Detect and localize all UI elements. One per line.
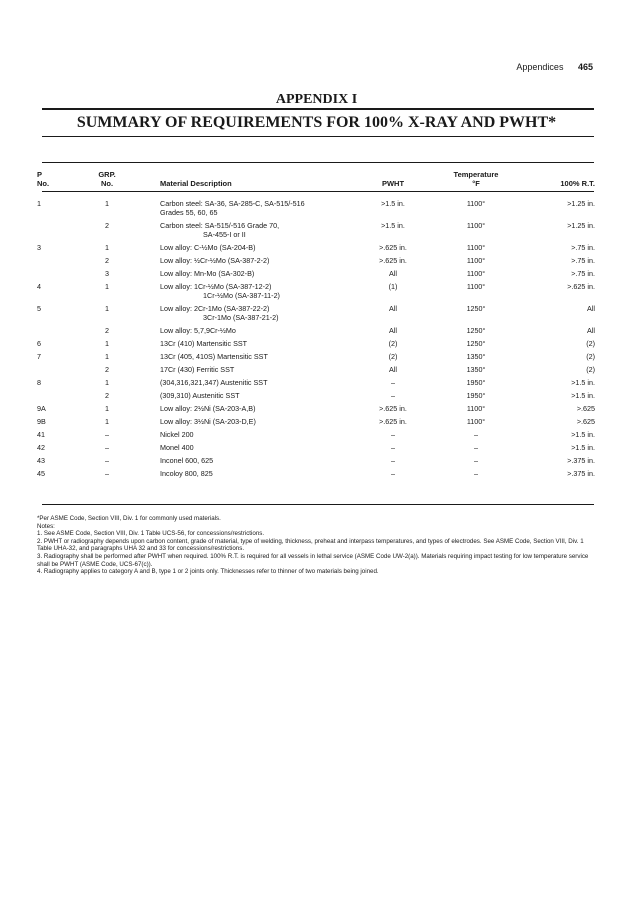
cell-grp-no: 1	[105, 282, 109, 291]
cell-rt: (2)	[586, 365, 595, 374]
cell-temperature: 1100°	[466, 269, 486, 278]
table-bottom-rule	[42, 504, 594, 505]
appendix-label: APPENDIX I	[275, 92, 358, 107]
table-row	[0, 221, 633, 243]
table-row	[0, 339, 633, 352]
material-line-1: Nickel 200	[160, 430, 194, 439]
table-row	[0, 456, 633, 469]
cell-temperature: –	[474, 443, 478, 452]
table-row	[0, 282, 633, 304]
cell-material	[160, 304, 279, 322]
cell-pwht: All	[389, 304, 397, 313]
note-1: 1. See ASME Code, Section VIII, Div. 1 Table UCS-56, for concessions/restrictions.	[37, 530, 265, 538]
material-line-1: Carbon steel: SA-515/-516 Grade 70,	[160, 221, 280, 230]
cell-p-no: 8	[37, 378, 41, 387]
cell-grp-no: 2	[105, 256, 109, 265]
cell-grp-no: –	[105, 430, 109, 439]
cell-temperature: –	[474, 469, 478, 478]
cell-temperature: 1950°	[466, 378, 486, 387]
cell-p-no: 9A	[37, 404, 46, 413]
material-line-1: Low alloy: ½Cr-½Mo (SA-387-2-2)	[160, 256, 270, 265]
cell-p-no: 7	[37, 352, 41, 361]
cell-material	[160, 269, 254, 278]
cell-pwht: All	[389, 326, 397, 335]
cell-material	[160, 221, 279, 239]
cell-grp-no: 3	[105, 269, 109, 278]
notes	[37, 515, 595, 576]
title-top-rule	[42, 108, 594, 110]
cell-material	[160, 243, 255, 252]
cell-p-no: 43	[37, 456, 45, 465]
cell-rt: >1.25 in.	[567, 199, 595, 208]
cell-rt: >.75 in.	[571, 243, 595, 252]
cell-grp-no: 2	[105, 391, 109, 400]
cell-grp-no: 2	[105, 221, 109, 230]
cell-material	[160, 417, 256, 426]
cell-rt: >.625	[576, 404, 595, 413]
material-line-1: Low alloy: 1Cr-½Mo (SA-387-12-2)	[160, 282, 272, 291]
material-line-2: 3Cr-1Mo (SA-387-21-2)	[203, 313, 279, 322]
table-row	[0, 256, 633, 269]
header-rt: 100% R.T.	[560, 179, 595, 188]
material-line-1: 17Cr (430) Ferritic SST	[160, 365, 235, 374]
page-title: SUMMARY OF REQUIREMENTS FOR 100% X-RAY AND PWHT*	[76, 114, 557, 131]
table-row	[0, 430, 633, 443]
cell-p-no: 3	[37, 243, 41, 252]
cell-temperature: 1100°	[466, 256, 486, 265]
table-top-rule	[42, 162, 594, 163]
cell-pwht: >1.5 in.	[381, 199, 405, 208]
cell-grp-no: 1	[105, 378, 109, 387]
material-line-1: Low alloy: 2Cr-1Mo (SA-387-22-2)	[160, 304, 270, 313]
cell-temperature: 1100°	[466, 417, 486, 426]
table-row	[0, 243, 633, 256]
cell-temperature: –	[474, 430, 478, 439]
cell-p-no: 6	[37, 339, 41, 348]
cell-temperature: 1350°	[466, 365, 486, 374]
cell-grp-no: 1	[105, 404, 109, 413]
cell-rt: >.75 in.	[571, 256, 595, 265]
cell-temperature: 1100°	[466, 199, 486, 208]
material-line-1: Low alloy: Mn-Mo (SA-302-B)	[160, 269, 255, 278]
table-row	[0, 469, 633, 482]
cell-p-no: 5	[37, 304, 41, 313]
cell-temperature: 1100°	[466, 221, 486, 230]
cell-grp-no: –	[105, 456, 109, 465]
cell-material	[160, 378, 267, 387]
cell-material	[160, 443, 194, 452]
material-line-1: Incoloy 800, 825	[160, 469, 213, 478]
cell-p-no: 45	[37, 469, 45, 478]
material-line-1: (304,316,321,347) Austenitic SST	[160, 378, 268, 387]
cell-temperature: 1250°	[466, 304, 486, 313]
material-line-2: Grades 55, 60, 65	[160, 208, 218, 217]
cell-pwht: –	[391, 430, 395, 439]
cell-rt: All	[587, 304, 595, 313]
note-2: 2. PWHT or radiography depends upon carbon content, grade of material, type of welding, thickness, preheat and interpass temperatures, and types of electrodes. See ASME Code, Section VIII, Div. 1 Table UHA-32, and paragraphs UHA 32 and 33 for concessions/restrictions.	[37, 537, 584, 553]
cell-rt: >.375 in.	[567, 469, 595, 478]
cell-material	[160, 404, 255, 413]
cell-p-no: 41	[37, 430, 45, 439]
table-row	[0, 304, 633, 326]
cell-pwht: (1)	[388, 282, 398, 291]
cell-rt: (2)	[586, 352, 595, 361]
material-line-1: Low alloy: 2½Ni (SA-203-A,B)	[160, 404, 256, 413]
header-grp-no: GRP. No.	[98, 170, 116, 188]
cell-material	[160, 199, 305, 217]
material-line-1: Carbon steel: SA-36, SA-285-C, SA-515/-516	[160, 199, 305, 208]
cell-material	[160, 430, 194, 439]
cell-pwht: –	[391, 391, 395, 400]
cell-pwht: >.625 in.	[379, 256, 407, 265]
header-pwht: PWHT	[381, 179, 405, 188]
material-line-2: SA-455-I or II	[203, 230, 246, 239]
cell-pwht: –	[391, 378, 395, 387]
table-row	[0, 404, 633, 417]
cell-temperature: 1950°	[466, 391, 486, 400]
cell-temperature: 1250°	[466, 326, 486, 335]
cell-rt: >1.25 in.	[567, 221, 595, 230]
cell-grp-no: 1	[105, 243, 109, 252]
title-bottom-rule	[42, 136, 594, 137]
cell-material	[160, 352, 268, 361]
header-p-no: P No.	[37, 170, 50, 188]
cell-temperature: 1350°	[466, 352, 486, 361]
table-row	[0, 391, 633, 404]
cell-pwht: –	[391, 456, 395, 465]
material-line-1: Monel 400	[160, 443, 194, 452]
cell-pwht: >.625 in.	[379, 417, 407, 426]
cell-temperature: 1100°	[466, 282, 486, 291]
cell-grp-no: 1	[105, 304, 109, 313]
cell-temperature: –	[474, 456, 478, 465]
cell-material	[160, 256, 269, 265]
cell-p-no: 1	[37, 199, 41, 208]
material-line-1: 13Cr (410) Martensitic SST	[160, 339, 248, 348]
cell-temperature: 1250°	[466, 339, 486, 348]
cell-rt: >1.5 in.	[571, 430, 595, 439]
cell-grp-no: 1	[105, 199, 109, 208]
cell-material	[160, 365, 234, 374]
cell-grp-no: 2	[105, 365, 109, 374]
cell-temperature: 1100°	[466, 404, 486, 413]
cell-p-no: 4	[37, 282, 41, 291]
cell-rt: All	[587, 326, 595, 335]
cell-pwht: –	[391, 443, 395, 452]
cell-material	[160, 282, 280, 300]
cell-rt: >1.5 in.	[571, 443, 595, 452]
material-line-1: 13Cr (405, 410S) Martensitic SST	[160, 352, 268, 361]
material-line-1: Low alloy: 3½Ni (SA-203-D,E)	[160, 417, 256, 426]
material-line-1: Low alloy: C-½Mo (SA-204-B)	[160, 243, 256, 252]
cell-rt: >.375 in.	[567, 456, 595, 465]
table-row	[0, 352, 633, 365]
cell-pwht: >1.5 in.	[381, 221, 405, 230]
table-body	[0, 199, 633, 482]
page-number: 465	[577, 62, 593, 72]
cell-pwht: All	[389, 269, 397, 278]
cell-p-no: 42	[37, 443, 45, 452]
cell-pwht: (2)	[388, 352, 398, 361]
cell-rt: >1.5 in.	[571, 378, 595, 387]
material-line-2: 1Cr-½Mo (SA-387-11-2)	[203, 291, 280, 300]
material-line-1: (309,310) Austenitic SST	[160, 391, 240, 400]
cell-material	[160, 339, 247, 348]
cell-grp-no: 1	[105, 352, 109, 361]
material-line-1: Inconel 600, 625	[160, 456, 214, 465]
cell-material	[160, 326, 236, 335]
cell-material	[160, 391, 240, 400]
cell-grp-no: 1	[105, 417, 109, 426]
table-row	[0, 199, 633, 221]
cell-rt: >.625 in.	[567, 282, 595, 291]
table-row	[0, 365, 633, 378]
cell-grp-no: 2	[105, 326, 109, 335]
cell-grp-no: 1	[105, 339, 109, 348]
cell-grp-no: –	[105, 469, 109, 478]
note-3: 3. Radiography shall be performed after PWHT when required. 100% R.T. is required for all vessels in lethal service (ASME Code UW-2(a)). Materials requiring impact testing for low temperature service shall be PWHT (ASME Code, UCS-67(c)).	[37, 552, 589, 568]
cell-rt: >.625	[576, 417, 595, 426]
material-line-1: Low alloy: 5,7,9Cr-½Mo	[160, 326, 236, 335]
table-row	[0, 269, 633, 282]
cell-pwht: >.625 in.	[379, 243, 407, 252]
cell-pwht: (2)	[388, 339, 398, 348]
cell-grp-no: –	[105, 443, 109, 452]
cell-rt: >.75 in.	[571, 269, 595, 278]
note-4: 4. Radiography applies to category A and B, type 1 or 2 joints only. Thicknesses refer to thinner of two materials being joined.	[37, 568, 379, 576]
cell-p-no: 9B	[37, 417, 46, 426]
header-material: Material Description	[160, 179, 232, 188]
table-row	[0, 326, 633, 339]
table-row	[0, 378, 633, 391]
cell-pwht: –	[391, 469, 395, 478]
notes-heading: Notes:	[37, 522, 55, 530]
header-temperature: Temperature °F	[453, 170, 499, 188]
table-row	[0, 417, 633, 430]
cell-rt: >1.5 in.	[571, 391, 595, 400]
cell-material	[160, 456, 213, 465]
cell-temperature: 1100°	[466, 243, 486, 252]
header-bottom-rule	[42, 191, 594, 192]
cell-pwht: >.625 in.	[379, 404, 407, 413]
footnote: *Per ASME Code, Section VIII, Div. 1 for commonly used materials.	[37, 515, 221, 522]
running-head-section: Appendices	[516, 62, 564, 72]
cell-material	[160, 469, 213, 478]
table-row	[0, 443, 633, 456]
running-head	[516, 62, 593, 72]
cell-pwht: All	[389, 365, 397, 374]
cell-rt: (2)	[586, 339, 595, 348]
